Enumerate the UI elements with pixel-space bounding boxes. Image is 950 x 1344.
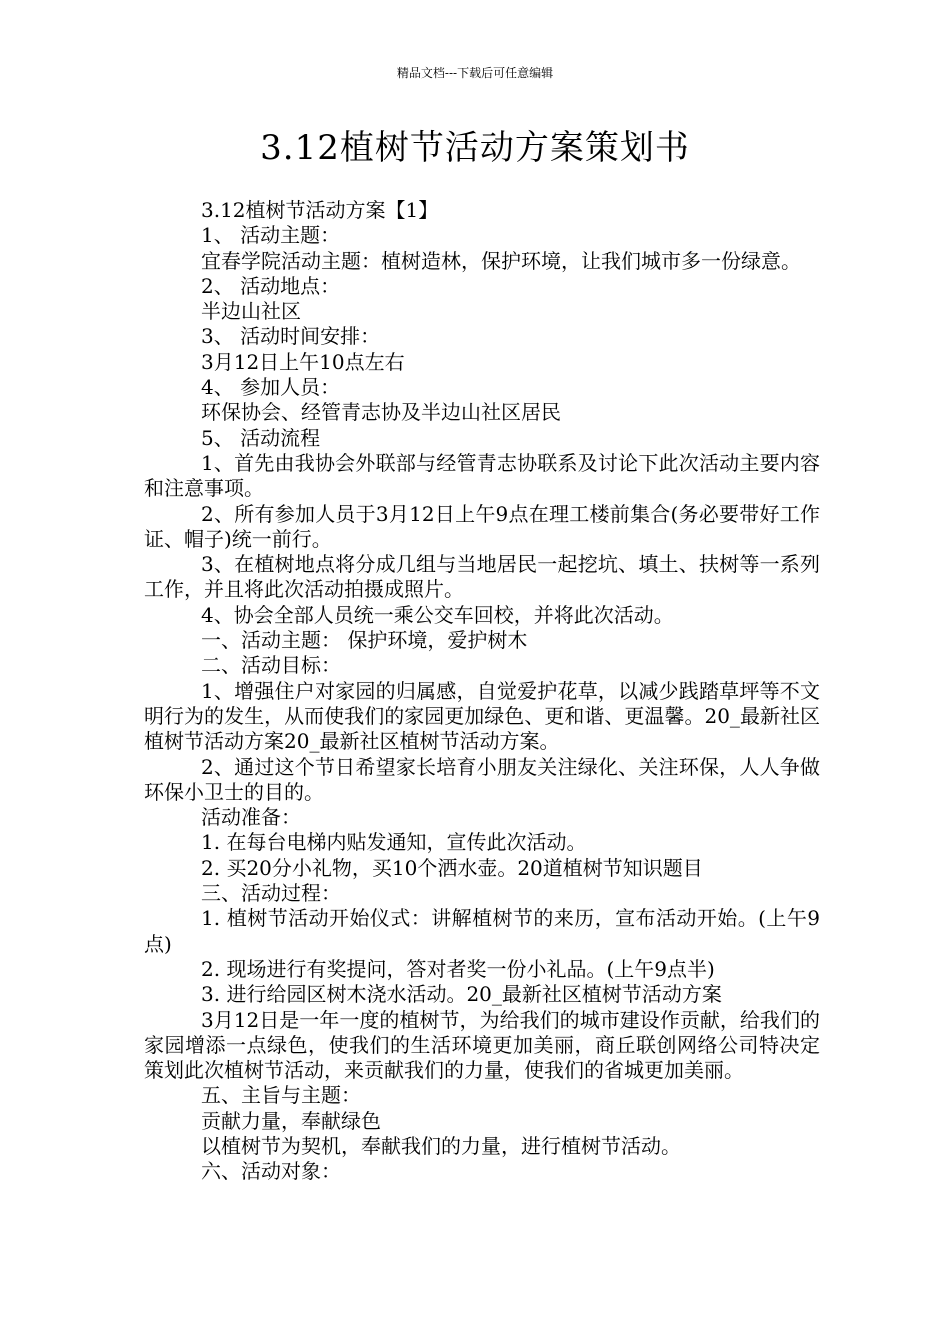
paragraph: 贡献力量，奉献绿色: [201, 1108, 381, 1133]
paragraph: 3、在植树地点将分成几组与当地居民一起挖坑、填土、扶树等一系列工作，并且将此次活动拍摄成照片。: [144, 552, 820, 602]
paragraph: 宜春学院活动主题：植树造林，保护环境，让我们城市多一份绿意。: [201, 248, 801, 273]
paragraph: 1. 在每台电梯内贴发通知，宣传此次活动。: [201, 830, 587, 855]
paragraph: 五、主旨与主题：: [201, 1083, 361, 1108]
paragraph: 3、 活动时间安排：: [201, 324, 381, 349]
paragraph: 3月12日是一年一度的植树节，为给我们的城市建设作贡献，给我们的家园增添一点绿色，使我们的生活环境更加美丽，商丘联创网络公司特决定策划此次植树节活动，来贡献我们的力量，使我们的省城更加美丽。: [144, 1007, 820, 1083]
paragraph: 环保协会、经管青志协及半边山社区居民: [201, 400, 561, 425]
paragraph: 2、 活动地点：: [201, 273, 341, 298]
paragraph: 4、协会全部人员统一乘公交车回校，并将此次活动。: [201, 602, 674, 627]
paragraph: 2、通过这个节日希望家长培育小朋友关注绿化、关注环保，人人争做环保小卫士的目的。: [144, 754, 820, 804]
paragraph: 以植树节为契机，奉献我们的力量，进行植树节活动。: [201, 1133, 681, 1158]
paragraph: 活动准备：: [201, 805, 301, 830]
paragraph: 5、 活动流程: [201, 425, 321, 450]
paragraph: 六、活动对象：: [201, 1159, 341, 1184]
paragraph: 1. 植树节活动开始仪式：讲解植树节的来历，宣布活动开始。(上午9点): [144, 906, 820, 956]
paragraph: 1、增强住户对家园的归属感，自觉爱护花草，以减少践踏草坪等不文明行为的发生，从而使我们的家园更加绿色、更和谐、更温馨。20_最新社区植树节活动方案20_最新社区植树节活动方案。: [144, 678, 820, 754]
paragraph: 3. 进行给园区树木浇水活动。20_最新社区植树节活动方案: [201, 982, 722, 1007]
paragraph: 4、 参加人员：: [201, 375, 341, 400]
paragraph: 2. 现场进行有奖提问，答对者奖一份小礼品。(上午9点半): [201, 956, 715, 981]
paragraph: 1、 活动主题：: [201, 223, 341, 248]
paragraph: 半边山社区: [201, 299, 301, 324]
document-title: 3.12植树节活动方案策划书: [260, 128, 690, 168]
paragraph: 3月12日上午10点左右: [201, 349, 405, 374]
paragraph: 二、活动目标：: [201, 653, 341, 678]
page-header: 精品文档---下载后可任意编辑: [396, 66, 554, 80]
paragraph: 一、活动主题： 保护环境，爱护树木: [201, 628, 528, 653]
paragraph: 3.12植树节活动方案【1】: [201, 198, 439, 222]
paragraph: 1、首先由我协会外联部与经管青志协联系及讨论下此次活动主要内容和注意事项。: [144, 450, 820, 501]
document-body: [144, 198, 820, 1185]
paragraph: 2. 买20分小礼物，买10个洒水壶。20道植树节知识题目: [201, 855, 703, 880]
paragraph: 三、活动过程：: [201, 881, 341, 906]
paragraph: 2、所有参加人员于3月12日上午9点在理工楼前集合(务必要带好工作证、帽子)统一前行。: [144, 501, 820, 551]
